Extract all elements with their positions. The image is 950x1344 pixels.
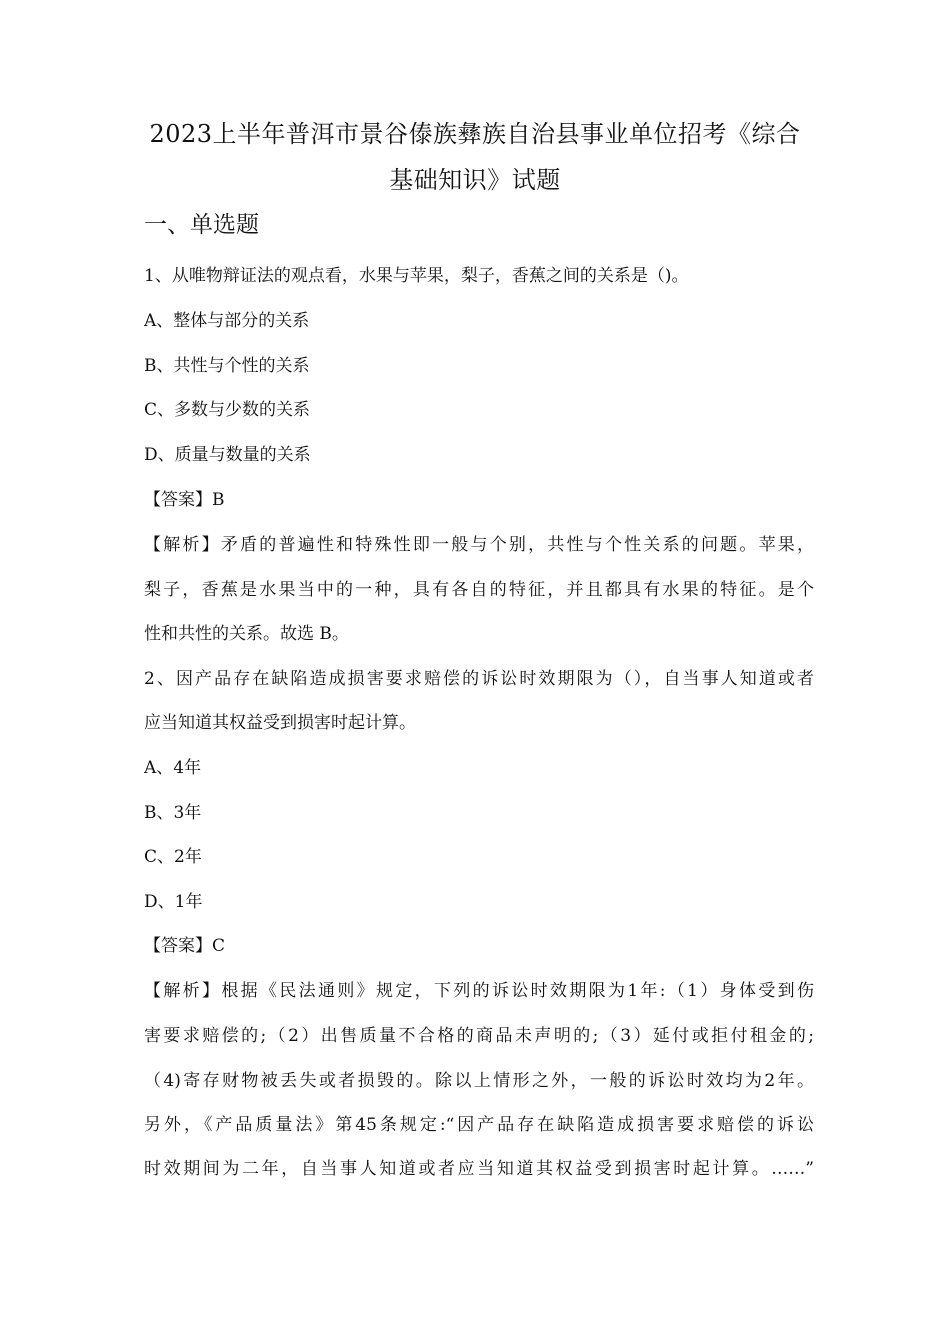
section-heading: 一、单选题 bbox=[144, 212, 259, 238]
question-2-analysis-line-2: 害要求赔偿的;（2）出售质量不合格的商品未声明的;（3）延付或拒付租金的; bbox=[144, 1026, 814, 1046]
question-2-analysis-line-5: 时效期间为二年，自当事人知道或者应当知道其权益受到损害时起计算。……” bbox=[144, 1159, 814, 1179]
question-1-analysis-line-3: 性和共性的关系。故选 B。 bbox=[144, 624, 349, 644]
question-1-answer: 【答案】B bbox=[144, 490, 225, 510]
question-2-option-a: A、4年 bbox=[144, 758, 202, 778]
question-1-text: 1、从唯物辩证法的观点看，水果与苹果，梨子，香蕉之间的关系是（)。 bbox=[144, 266, 689, 286]
document-title-line-1: 2023上半年普洱市景谷傣族彝族自治县事业单位招考《综合 bbox=[149, 120, 801, 148]
question-2-analysis-line-1: 【解析】根据《民法通则》规定，下列的诉讼时效期限为1年:（1）身体受到伤 bbox=[144, 981, 814, 1001]
document-title-line-2: 基础知识》试题 bbox=[389, 166, 561, 194]
question-2-option-c: C、2年 bbox=[144, 847, 202, 867]
question-1-option-b: B、共性与个性的关系 bbox=[144, 356, 310, 376]
question-1-analysis-line-2: 梨子，香蕉是水果当中的一种，具有各自的特征，并且都具有水果的特征。是个 bbox=[144, 580, 814, 600]
question-1-analysis-line-1: 【解析】矛盾的普遍性和特殊性即一般与个别，共性与个性关系的问题。苹果， bbox=[144, 535, 814, 555]
question-2-answer: 【答案】C bbox=[144, 936, 226, 956]
question-2-analysis-line-4: 另外，《产品质量法》第45条规定:“因产品存在缺陷造成损害要求赔偿的诉讼 bbox=[144, 1115, 814, 1135]
question-2-text-line-2: 应当知道其权益受到损害时起计算。 bbox=[144, 713, 416, 733]
question-1-option-a: A、整体与部分的关系 bbox=[144, 311, 310, 331]
question-1-option-d: D、质量与数量的关系 bbox=[144, 445, 311, 465]
question-2-option-b: B、3年 bbox=[144, 803, 202, 823]
question-2-text-line-1: 2、因产品存在缺陷造成损害要求赔偿的诉讼时效期限为（），自当事人知道或者 bbox=[144, 669, 814, 689]
question-2-analysis-line-3: （4)寄存财物被丢失或者损毁的。除以上情形之外，一般的诉讼时效均为2年。 bbox=[144, 1071, 814, 1091]
question-2-option-d: D、1年 bbox=[144, 892, 203, 912]
question-1-option-c: C、多数与少数的关系 bbox=[144, 400, 311, 420]
